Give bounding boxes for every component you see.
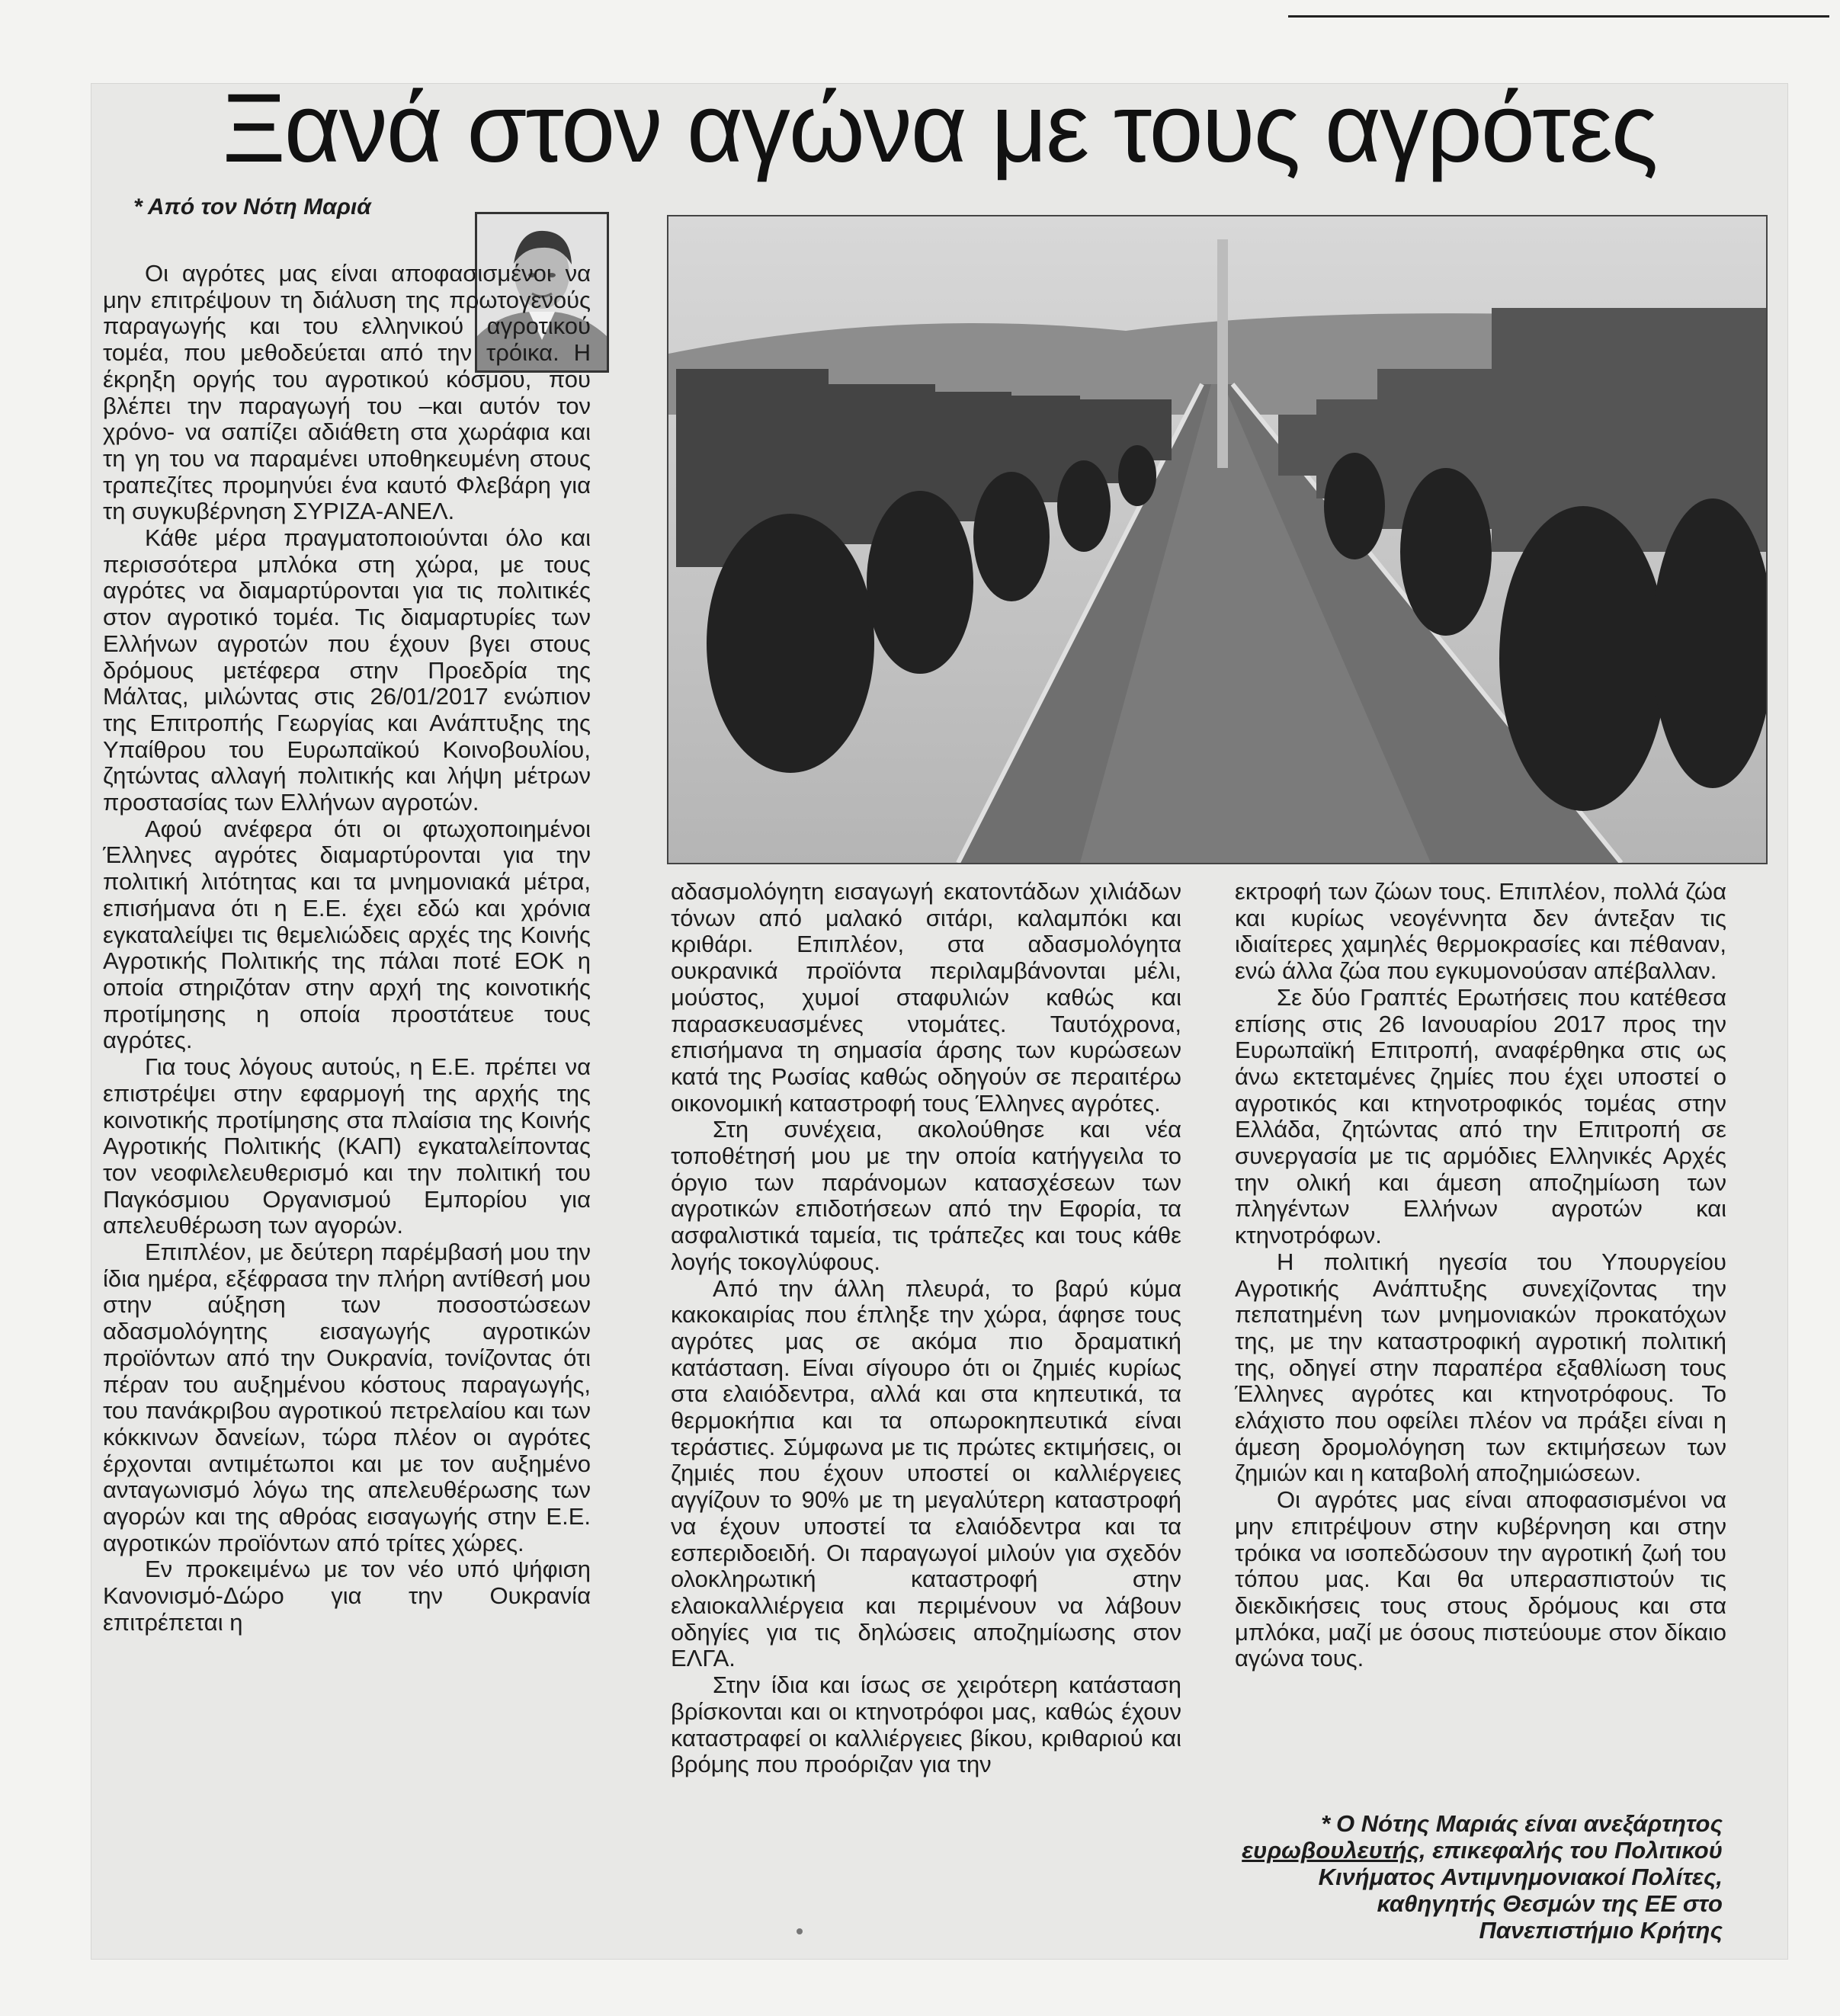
paragraph: εκτροφή των ζώων τους. Επιπλέον, πολλά ζώα και κυρίως νεογέννητα δεν άντεξαν τις ιδιαίτερες χαμηλές θερμοκρασίες και πέθαναν, ενώ άλλα ζώα που εγκυμονούσαν απέβαλλαν. — [1235, 878, 1726, 985]
paragraph: Στη συνέχεια, ακολούθησε και νέα τοποθέτησή μου με την οποία κατήγγειλα το όργιο των παράνομων κατασχέσεων των αγροτικών επιδοτήσεων από την Εφορία, τα ασφαλιστικά ταμεία, τις τράπεζες και τους κάθε λογής τοκογλύφους. — [671, 1116, 1181, 1275]
top-rule — [1288, 15, 1829, 18]
column-2 — [671, 879, 1181, 1778]
paragraph: Κάθε μέρα πραγματοποιούνται όλο και περισσότερα μπλόκα στη χώρα, με τους αγρότες να διαμαρτύρονται για τις πολιτικές στον αγροτικό τομέα. Τις διαμαρτυρίες των Ελλήνων αγροτών που έχουν βγει στους δρόμους μετέφερα στην Προεδρία της Μάλτας, μιλώντας στις 26/01/2017 ενώπιον της Επιτροπής Γεωργίας και Ανάπτυξης της Υπαίθρου του Ευρωπαϊκού Κοινοβουλίου, ζητώντας αλλαγή πολιτικής και λήψη μέτρων προστασίας των Ελλήνων αγροτών. — [103, 524, 591, 816]
paragraph: Για τους λόγους αυτούς, η Ε.Ε. πρέπει να επιστρέψει στην εφαρμογή της αρχής της κοινοτικής προτίμησης στα πλαίσια της Κοινής Αγροτικής Πολιτικής (ΚΑΠ) εγκαταλείποντας τον νεοφιλελευθερισμό και την πολιτική του Παγκόσμιου Οργανισμού Εμπορίου για απελευθέρωση των αγορών. — [103, 1053, 591, 1239]
paragraph: Σε δύο Γραπτές Ερωτήσεις που κατέθεσα επίσης στις 26 Ιανουαρίου 2017 προς την Ευρωπαϊκή Επιτροπή, αναφέρθηκα στις ως άνω εκτεταμένες ζημίες που έχει υποστεί ο αγροτικός και κτηνοτροφικός τομέας στην Ελλάδα, ζητώντας από την Επιτροπή σε συνεργασία με τις αρμόδιες Ελληνικές Αρχές την ολική και άμεση αποζημίωση των πληγέντων Ελλήνων αγροτών και κτηνοτρόφων. — [1235, 983, 1726, 1249]
paragraph: Οι αγρότες μας είναι αποφασισμένοι να μην επιτρέψουν τη διάλυση της πρωτογενούς παραγωγής και του ελληνικού αγροτικού τομέα, που μεθοδεύεται από την τρόικα. Η έκρηξη οργής του αγροτικού κόσμου, που βλέπει την παραγωγή του –και αυτόν τον χρόνο- να σαπίζει αδιάθετη στα χωράφια και τη γη του να παραμένει υποθηκευμένη στους τραπεζίτες προμηνύει ένα καυτό Φλεβάρη για τη συγκυβέρνηση ΣΥΡΙΖΑ-ΑΝΕΛ. — [103, 260, 591, 525]
footnote-underlined: ευρωβουλευτής — [1242, 1837, 1420, 1864]
tractor-blockade-photo — [667, 215, 1768, 864]
paragraph: Οι αγρότες μας είναι αποφασισμένοι να μην επιτρέψουν στην κυβέρνηση και στην τρόικα να ισοπεδώσουν την αγροτική ζωή του τόπου μας. Και θα υπερασπιστούν τις διεκδικήσεις τους στους δρόμους και στα μπλόκα, μαζί με όσους πιστεύουμε στον δίκαιο αγώνα τους. — [1235, 1486, 1726, 1672]
footnote-star: * — [1320, 1810, 1331, 1837]
paragraph: Από την άλλη πλευρά, το βαρύ κύμα κακοκαιρίας που έπληξε την χώρα, άφησε τους αγρότες μας σε ακόμα πιο δραματική κατάσταση. Είναι σίγουρο ότι οι ζημιές κυρίως στα ελαιόδεντρα, αλλά και στα κηπευτικά, τα θερμοκήπια και τα οπωροκηπευτικά είναι τεράστιες. Σύμφωνα με τις πρώτες εκτιμήσεις, οι ζημιές που έχουν υποστεί οι καλλιέργειες αγγίζουν το 90% με τη μεγαλύτερη καταστροφή να έχουν υποστεί τα ελαιόδεντρα και τα εσπεριδοειδή. Οι παραγωγοί μιλούν για σχεδόν ολοκληρωτική καταστροφή στην ελαιοκαλλιέργεια και περιμένουν να λάβουν οδηγίες για τις δηλώσεις αποζημίωσης στον ΕΛΓΑ. — [671, 1274, 1181, 1672]
print-mark — [797, 1928, 803, 1934]
footnote-text: Ο Νότης Μαριάς είναι ανεξάρτητος — [1336, 1810, 1723, 1837]
paragraph: Στην ίδια και ίσως σε χειρότερη κατάσταση βρίσκονται και οι κτηνοτρόφοι μας, καθώς έχουν καταστραφεί οι καλλιέργειες βίκου, κριθαριού και βρόμης που προόριζαν για την — [671, 1671, 1181, 1778]
paragraph: Επιπλέον, με δεύτερη παρέμβασή μου την ίδια ημέρα, εξέφρασα την πλήρη αντίθεσή μου στην αύξηση των ποσοστώσεων αδασμολόγητης εισαγωγής αγροτικών προϊόντων από την Ουκρανία, τονίζοντας ότι πέραν του αυξημένου κόστους παραγωγής, του πανάκριβου αγροτικού πετρελαίου και των κόκκινων δανείων, τώρα πλέον οι αγρότες έρχονται αντιμέτωποι και με τον αυξημένο ανταγωνισμό λόγω της απελευθέρωσης των αγορών και της αθρόας εισαγωγής στην Ε.Ε. αγροτικών προϊόντων από τρίτες χώρες. — [103, 1239, 591, 1556]
paragraph: Εν προκειμένω με τον νέο υπό ψήφιση Κανονισμό-Δώρο για την Ουκρανία επιτρέπεται η — [103, 1556, 591, 1636]
paragraph: Αφού ανέφερα ότι οι φτωχοποιημένοι Έλληνες αγρότες διαμαρτύρονται για την πολιτική λιτότητας και τα μνημονιακά μέτρα, επισήμανα ότι η Ε.Ε. έχει εδώ και χρόνια εγκαταλείψει τις θεμελιώδεις αρχές της Κοινής Αγροτικής Πολιτικής της πάλαι ποτέ ΕΟΚ η οποία στηριζόταν στην αρχή της κοινοτικής προτίμησης η οποία προστάτευε τους αγρότες. — [103, 815, 591, 1054]
byline: * Από τον Νότη Μαριά — [133, 194, 371, 220]
paragraph: Η πολιτική ηγεσία του Υπουργείου Αγροτικής Ανάπτυξης συνεχίζοντας την πεπατημένη των μνημονιακών προκατόχων της, με την καταστροφική αγροτική πολιτική της, οδηγεί στην παραπέρα εξαθλίωση τους Έλληνες αγρότες και κτηνοτρόφους. Το ελάχιστο που οφείλει πλέον να πράξει είναι η άμεση δρομολόγηση των εκτιμήσεων των ζημιών και η καταβολή αποζημιώσεων. — [1235, 1248, 1726, 1487]
headline: Ξανά στον αγώνα με τους αγρότες — [222, 74, 1657, 183]
paragraph: αδασμολόγητη εισαγωγή εκατοντάδων χιλιάδων τόνων από μαλακό σιτάρι, καλαμπόκι και κριθάρι. Επιπλέον, στα αδασμολόγητα ουκρανικά προϊόντα περιλαμβάνονται μέλι, μούστος, χυμοί σταφυλιών καθώς και παρασκευασμένες ντομάτες. Ταυτόχρονα, επισήμανα τη σημασία άρσης των κυρώσεων κατά της Ρωσίας καθώς οδηγούν σε περαιτέρω οικονομική καταστροφή τους Έλληνες αγρότες. — [671, 878, 1181, 1117]
column-1 — [103, 261, 591, 1636]
column-3 — [1235, 879, 1726, 1672]
footnote-text-rest: , επικεφαλής του Πολιτικού Κινήματος Αντιμνημονιακοί Πολίτες, καθηγητής Θεσμών της ΕΕ στο Πανεπιστήμιο Κρήτης — [1318, 1837, 1723, 1944]
tractors-image — [668, 216, 1766, 863]
author-footnote — [1235, 1810, 1723, 1944]
